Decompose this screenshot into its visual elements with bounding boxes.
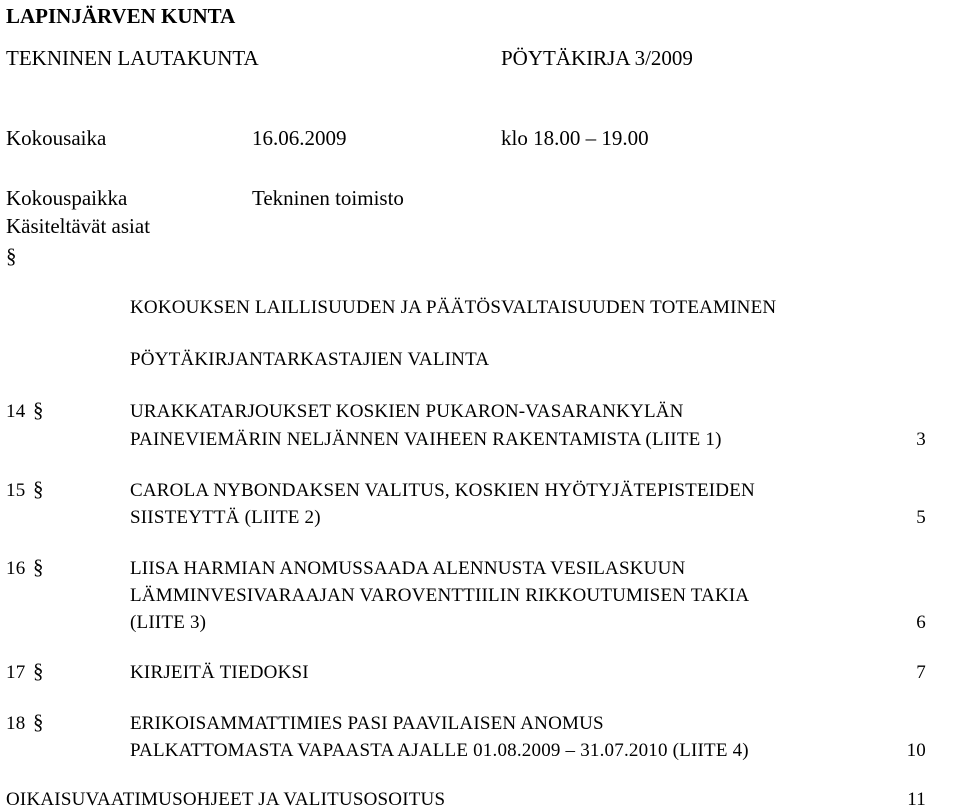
agenda-item-title: SIISTEYTTÄ (LIITE 2) (130, 507, 321, 528)
agenda-item-title: LÄMMINVESIVARAAJAN VAROVENTTIILIN RIKKOUTUMISEN TAKIA (130, 585, 750, 606)
agenda-item-number: 16 (6, 558, 26, 579)
appeal-instructions-page: 11 (907, 789, 926, 810)
section-symbol: § (33, 398, 44, 422)
agenda-item-title: PAINEVIEMÄRIN NELJÄNNEN VAIHEEN RAKENTAMISTA (LIITE 1) (130, 429, 722, 450)
section-symbol: § (33, 710, 44, 734)
meeting-place-label: Kokouspaikka (6, 186, 128, 210)
meeting-date: 16.06.2009 (252, 126, 347, 150)
section-symbol: § (33, 555, 44, 579)
agenda-item-page: 5 (916, 507, 926, 528)
meeting-time-label: Kokousaika (6, 126, 107, 150)
section-symbol: § (33, 477, 44, 501)
agenda-item-title: URAKKATARJOUKSET KOSKIEN PUKARON-VASARANKYLÄN (130, 401, 684, 422)
agenda-item-title: KOKOUKSEN LAILLISUUDEN JA PÄÄTÖSVALTAISUUDEN TOTEAMINEN (130, 297, 777, 318)
agenda-item-number: 17 (6, 662, 26, 683)
section-symbol: § (6, 244, 17, 268)
document-title: PÖYTÄKIRJA 3/2009 (501, 46, 693, 70)
agenda-heading: Käsiteltävät asiat (6, 214, 151, 238)
agenda-item-title: KIRJEITÄ TIEDOKSI (130, 662, 309, 683)
agenda-item-page: 7 (916, 662, 926, 683)
meeting-place: Tekninen toimisto (252, 186, 404, 210)
agenda-item-title: (LIITE 3) (130, 612, 207, 633)
agenda-item-title: PALKATTOMASTA VAPAASTA AJALLE 01.08.2009 – 31.07.2010 (LIITE 4) (130, 740, 749, 761)
agenda-item-page: 6 (916, 612, 926, 633)
agenda-item-number: 15 (6, 480, 26, 501)
appeal-instructions-title: OIKAISUVAATIMUSOHJEET JA VALITUSOSOITUS (6, 789, 446, 810)
agenda-item-title: CAROLA NYBONDAKSEN VALITUS, KOSKIEN HYÖTYJÄTEPISTEIDEN (130, 480, 755, 501)
agenda-item-title: ERIKOISAMMATTIMIES PASI PAAVILAISEN ANOMUS (130, 713, 604, 734)
agenda-item-number: 14 (6, 401, 26, 422)
meeting-time: klo 18.00 – 19.00 (501, 126, 649, 150)
agenda-item-number: 18 (6, 713, 26, 734)
board-name: TEKNINEN LAUTAKUNTA (6, 46, 259, 70)
agenda-item-page: 10 (906, 740, 926, 761)
agenda-item-title: PÖYTÄKIRJANTARKASTAJIEN VALINTA (130, 349, 490, 370)
section-symbol: § (33, 659, 44, 683)
agenda-item-page: 3 (916, 429, 926, 450)
agenda-item-title: LIISA HARMIAN ANOMUSSAADA ALENNUSTA VESILASKUUN (130, 558, 686, 579)
organization-name: LAPINJÄRVEN KUNTA (6, 4, 236, 28)
